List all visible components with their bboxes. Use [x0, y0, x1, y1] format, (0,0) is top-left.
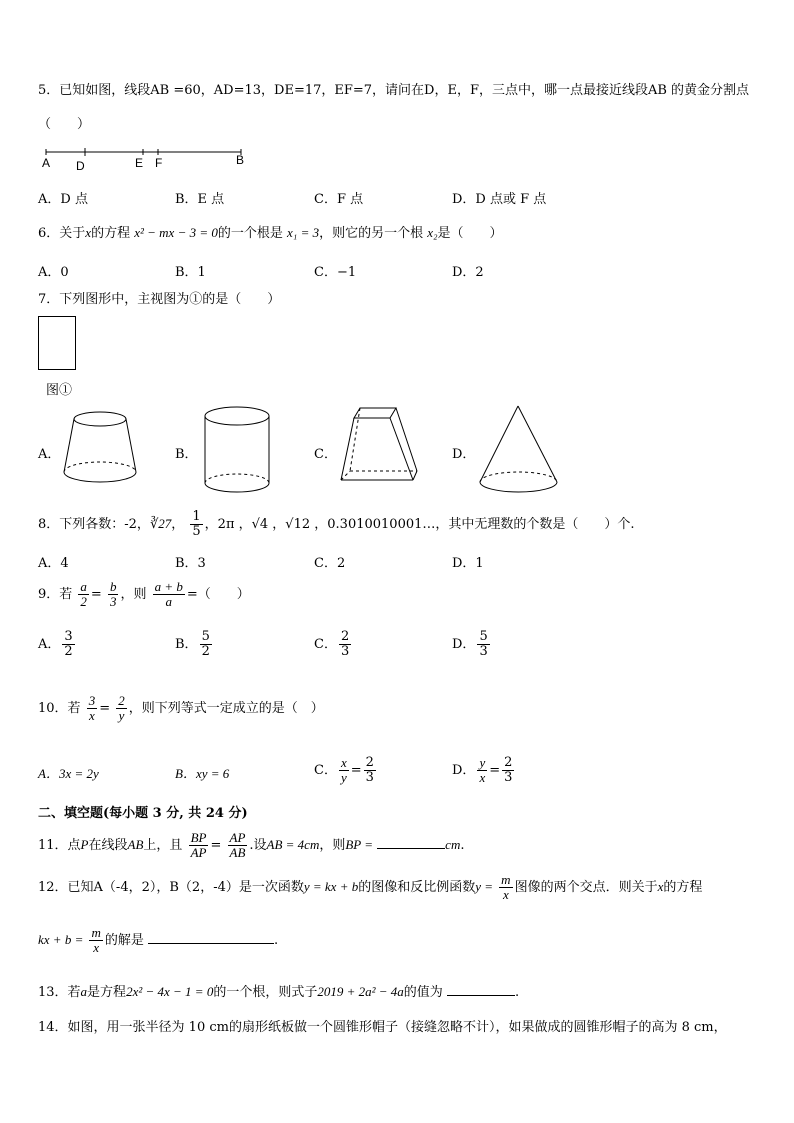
q6-option-c: C．−1 — [314, 265, 357, 280]
q12-line-1: 12．已知A（-4，2），B（2，-4）是一次函数y = kx + b的图像和反比例函数y = $\frac{m}{x}$ 图像的两个交点．则关于x的方程 — [38, 872, 703, 902]
q7-option-d-label: D． — [452, 447, 476, 462]
q12-line-2: kx + b = $\frac{m}{x}$ 的解是 . — [38, 925, 279, 955]
q8-option-a: A．4 — [38, 556, 69, 571]
q7-option-c-label: C． — [314, 447, 337, 462]
q5-option-b: B．E 点 — [175, 192, 225, 207]
q9-option-c: C． $\frac{2}{3}$ — [314, 629, 350, 659]
q7-option-a-label: A． — [38, 447, 61, 462]
q6-option-a: A．0 — [38, 265, 69, 280]
q6-option-d: D．2 — [452, 265, 484, 280]
q13-stem: 13．若a是方程2x² − 4x − 1 = 0的一个根，则式子2019 + 2a² − 4a的值为 . — [38, 984, 520, 1000]
q5-option-c: C．F 点 — [314, 192, 364, 207]
q5-option-a: A．D 点 — [38, 192, 88, 207]
q7-option-b-label: B． — [175, 447, 198, 462]
point-a-label: A — [42, 156, 51, 170]
front-view-rectangle — [38, 316, 76, 370]
frustum-figure — [60, 408, 140, 488]
cone-figure — [476, 403, 562, 497]
cylinder-figure — [200, 403, 276, 497]
point-f-label: F — [155, 156, 163, 170]
q5-option-d: D．D 点或 F 点 — [452, 192, 547, 207]
point-d-label: D — [76, 159, 85, 173]
q6-stem: 6．关于x的方程 x² − mx − 3 = 0的一个根是 x₁ = 3，则它的另一个根 x₂是（ ） — [38, 225, 503, 241]
q5-paren: （ ） — [38, 117, 91, 132]
q9-option-a: A． $\frac{3}{2}$ — [38, 629, 73, 659]
q9-stem: 9．若 $\frac{a}{2}$ = $\frac{b}{3}$ ，则 $\frac{a + b}{a}$ =（ ） — [38, 579, 250, 609]
q10-option-c: C． $\frac{x}{y}$ = $\frac{2}{3}$ — [314, 755, 374, 785]
q10-option-b: B．xy = 6 — [175, 766, 230, 781]
q14-text: 14．如图，用一张半径为 10 cm的扇形纸板做一个圆锥形帽子（接缝忽略不计），如果做成的圆锥形帽子的高为 8 cm， — [38, 1020, 727, 1035]
segment-ab-figure — [38, 142, 258, 174]
q11-answer-blank[interactable] — [377, 848, 445, 849]
q10-option-d: D． $\frac{y}{x}$ = $\frac{2}{3}$ — [452, 755, 513, 785]
q9-option-b: B． $\frac{5}{2}$ — [175, 629, 210, 659]
figure-1-label: 图① — [46, 383, 73, 398]
q12-answer-blank[interactable] — [148, 943, 274, 944]
q13-answer-blank[interactable] — [447, 995, 515, 996]
section-2-heading: 二、填空题(每小题 3 分, 共 24 分) — [38, 806, 248, 821]
q8-stem: 8．下列各数：-2，∛27， $\frac{1}{5}$ ，2π ，√4 ，√12 ，0.3010010001…，其中无理数的个数是（ ）个. — [38, 509, 635, 539]
q8-option-d: D．1 — [452, 556, 484, 571]
q8-option-b: B．3 — [175, 556, 206, 571]
q7-text: 7．下列图形中，主视图为①的是（ ） — [38, 292, 281, 307]
q8-option-c: C．2 — [314, 556, 346, 571]
point-e-label: E — [135, 156, 144, 170]
q5-text: 5．已知如图，线段AB =60，AD=13，DE=17，EF=7，请问在D，E，F，三点中，哪一点最接近线段AB 的黄金分割点 — [38, 83, 750, 98]
point-b-label: B — [236, 153, 245, 167]
q6-option-b: B．1 — [175, 265, 206, 280]
q10-option-a: A．3x = 2y — [38, 766, 99, 781]
frustum-prism-figure — [338, 405, 422, 487]
q9-option-d: D． $\frac{5}{3}$ — [452, 629, 488, 659]
q11-stem: 11．点P在线段AB上，且 $\frac{BP}{AP}$ = $\frac{AP}{AB}$ .设AB = 4cm，则BP = cm. — [38, 830, 465, 860]
q10-stem: 10．若 $\frac{3}{x}$ = $\frac{2}{y}$ ，则下列等式一定成立的是（ ） — [38, 693, 324, 723]
